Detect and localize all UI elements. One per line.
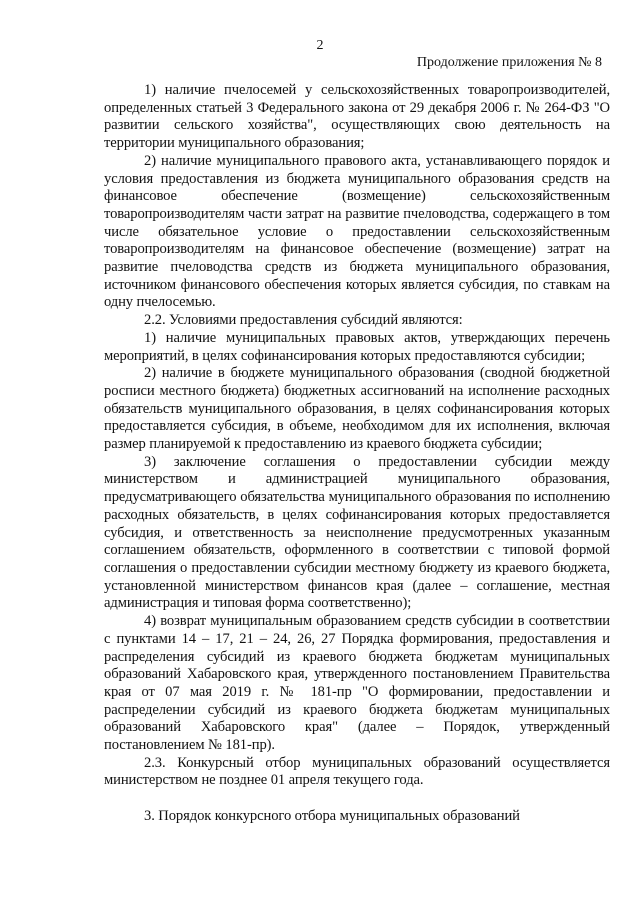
paragraph-selection-deadline: 2.3. Конкурсный отбор муниципальных образований осуществляется министерством не позднее 01 апреля текущего года. <box>104 754 610 789</box>
paragraph-conditions-intro: 2.2. Условиями предоставления субсидий являются: <box>144 312 463 329</box>
document-body <box>104 82 610 826</box>
section-heading: 3. Порядок конкурсного отбора муниципальных образований <box>144 807 520 824</box>
paragraph-condition-4: 4) возврат муниципальным образованием средств субсидии в соответствии с пунктами 14 – 17, 21 – 24, 26, 27 Порядка формирования, предоставления и распределения субсидий из краевого бюджета бюджетам муниципальных образований Хабаровского края, утвержденного постановлением Правительства края от 07 мая 2019 г. № 181-пр "О формировании, предоставлении и распределении субсидий из краевого бюджета бюджетам муниципальных образований Хабаровского края" (далее – Порядок, утвержденный постановлением № 181-пр). <box>104 613 610 754</box>
appendix-continuation-note: Продолжение приложения № 8 <box>416 55 602 70</box>
paragraph-beekeeping-farms: 1) наличие пчелосемей у сельскохозяйственных товаропроизводителей, определенных статьей 3 Федерального закона от 29 декабря 2006 г. № 264-ФЗ "О развитии сельского хозяйства", осуществляющих свою деятельность на территории муниципального образования; <box>104 82 610 152</box>
paragraph-municipal-act: 2) наличие муниципального правового акта, устанавливающего порядок и условия предоставления из бюджета муниципального образования средств на финансовое обеспечение (возмещение) сельскохозяйственным товаропроизводителям части затрат на развитие пчеловодства, содержащего в том числе обязательное условие о предоставлении сельскохозяйственным товаропроизводителям на финансовое обеспечение (возмещение) затрат на развитие пчеловодства средств из бюджета муниципального образования, источником финансового обеспечения которых является субсидия, по ставкам на одну пчелосемью. <box>104 152 610 311</box>
paragraph-condition-3: 3) заключение соглашения о предоставлении субсидии между министерством и администрацией муниципального образования, предусматривающего обязательства муниципального образования по исполнению расходных обязательств, в целях софинансирования которых предоставляется субсидия, и ответственность за неисполнение предусмотренных указанным соглашением обязательств, оформленного в соответствии с типовой формой соглашения о предоставлении субсидии местному бюджету из краевого бюджета, установленной министерством финансов края (далее – соглашение, местная администрация и типовая форма соответственно); <box>104 453 610 612</box>
paragraph-condition-2: 2) наличие в бюджете муниципального образования (сводной бюджетной росписи местного бюджета) бюджетных ассигнований на исполнение расходных обязательств муниципального образования, в целях софинансирования которых предоставляется субсидия, в объеме, необходимом для их исполнения, включая размер планируемой к предоставлению из краевого бюджета субсидии; <box>104 365 610 453</box>
paragraph-condition-1: 1) наличие муниципальных правовых актов, утверждающих перечень мероприятий, в целях софинансирования которых предоставляются субсидии; <box>104 329 610 364</box>
page-number: 2 <box>316 38 324 53</box>
